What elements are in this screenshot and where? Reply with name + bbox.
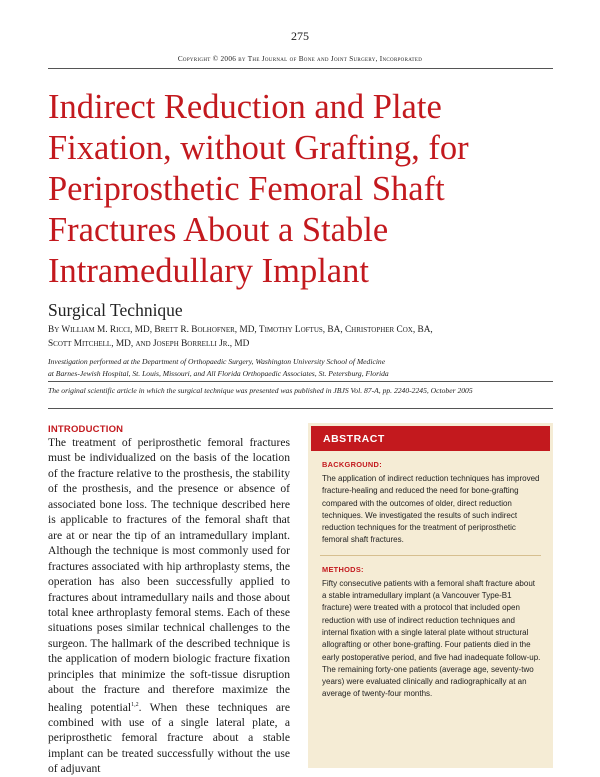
copyright-line: Copyright © 2006 by The Journal of Bone and Joint Surgery, Incorporated: [177, 55, 423, 63]
divider-rule: [48, 381, 553, 382]
investigation-line-1: Investigation performed at the Department of Orthopaedic Surgery, Washington University School of Medicine: [48, 357, 386, 366]
original-article-note: The original scientific article in which the surgical technique was presented was published in JBJS Vol. 87-A, pp. 2240-2245, October 2005: [48, 386, 473, 395]
page-number: 275: [291, 29, 309, 43]
introduction-heading: INTRODUCTION: [48, 424, 124, 435]
article-title: Indirect Reduction and Plate Fixation, without Grafting, for Periprosthetic Femoral Shaft Fractures About a Stable Intramedullary Implant: [48, 88, 469, 290]
header-rule: [48, 68, 553, 69]
author-line-1: By William M. Ricci, MD, Brett R. Bolhofner, MD, Timothy Loftus, BA, Christopher Cox, BA,: [48, 325, 433, 335]
abstract-heading: ABSTRACT: [311, 426, 550, 451]
background-text: The application of indirect reduction techniques has improved fracture-healing and reduced the need for bone-grafting compared with the outcomes of older, direct reduction techniques. We investigated the results of such indirect reduction techniques for the treatment of periprosthetic femoral shaft fractures.: [322, 474, 540, 545]
background-label: BACKGROUND:: [322, 460, 382, 469]
methods-text: Fifty consecutive patients with a femoral shaft fracture about a stable intramedullary implant (a Vancouver Type-B1 fracture) were treated with a protocol that included open reduction with use of indirect reduction techniques and internal fixation with a single lateral plate without structural allografting or other bone-grafting. Four patients died in the early postoperative period, and five had inadequate follow-up. The remaining forty-one patients (average age, seventy-two years) were evaluated clinically and radiographically at an average of twenty-four months.: [322, 578, 541, 699]
abstract-background: [308, 460, 553, 547]
introduction-body: [48, 435, 290, 777]
abstract-methods: [308, 565, 553, 701]
methods-label: METHODS:: [322, 564, 364, 574]
abstract-box: [308, 423, 553, 768]
investigation-line-2: at Barnes-Jewish Hospital, St. Louis, Missouri, and All Florida Orthopaedic Associates, St. Petersburg, Florida: [48, 369, 389, 378]
introduction-text-continued: . When these techniques are combined with use of a single lateral plate, a periprosthetic femoral fracture about a stable implant can be treated successfully without the use of adjuvant: [48, 700, 290, 776]
author-list: [48, 323, 553, 351]
author-line-2: Scott Mitchell, MD, and Joseph Borrelli Jr., MD: [48, 339, 250, 349]
article-subtitle: Surgical Technique: [48, 300, 183, 320]
citation-superscript: 1,2: [131, 701, 139, 708]
introduction-text: The treatment of periprosthetic femoral fractures must be individualized on the basis of the location of the fracture relative to the prosthesis, the stability of the prosthesis, and the presence or absence of associated bone loss. The technique described here is applicable to fractures of the femoral shaft that are at or near the tip of an intramedullary implant. Although the technique is most commonly used for fractures associated with hip arthroplasty stems, the operation has also been successfully applied to fractures about intramedullary nails and those about total knee arthroplasty femoral stems. Each of these situations poses similar technical challenges to the surgeon. The hallmark of the described technique is the application of modern biologic fracture fixation principles that minimize the soft-tissue disruption about the fracture and therefore maximize the healing potential: [48, 436, 290, 714]
divider-rule: [48, 408, 553, 409]
investigation-note: [48, 356, 553, 380]
abstract-divider: [320, 555, 541, 556]
